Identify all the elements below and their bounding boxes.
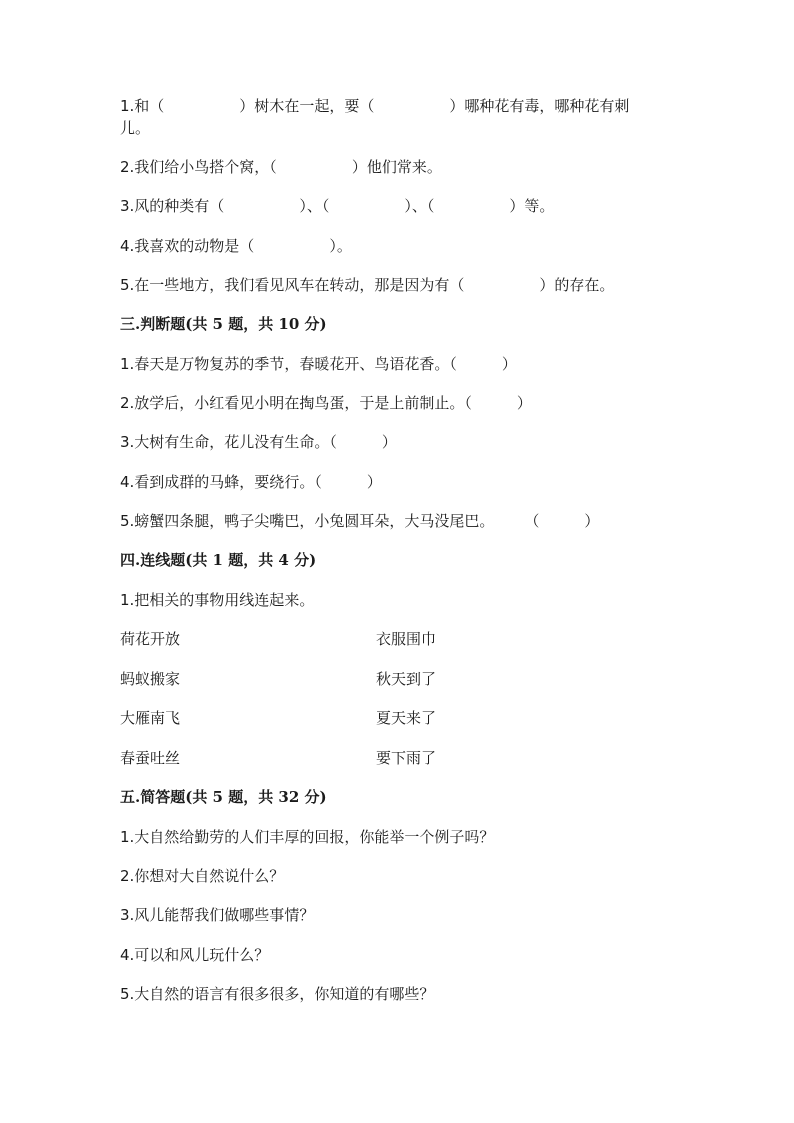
match-instruction: 1.把相关的事物用线连起来。 <box>120 591 315 609</box>
match-right-item: 秋天到了 <box>376 670 437 688</box>
match-left-item: 大雁南飞 <box>120 709 181 727</box>
short-answer-question: 3.风儿能帮我们做哪些事情？ <box>120 906 315 924</box>
fill-question-1-line2: 儿。 <box>120 119 151 137</box>
short-answer-question: 2.你想对大自然说什么？ <box>120 867 285 885</box>
judge-question: 3.大树有生命，花儿没有生命。（ ） <box>120 433 397 451</box>
match-left-item: 春蚕吐丝 <box>120 749 181 767</box>
match-right-item: 夏天来了 <box>376 709 437 727</box>
fill-question-3: 3.风的种类有（ ）、（ ）、（ ）等。 <box>120 197 555 215</box>
fill-question-4: 4.我喜欢的动物是（ ）。 <box>120 237 352 255</box>
section-heading-match: 四.连线题(共 1 题，共 4 分) <box>120 551 317 569</box>
judge-question: 5.螃蟹四条腿，鸭子尖嘴巴，小兔圆耳朵，大马没尾巴。 （ ） <box>120 512 600 530</box>
match-right-item: 衣服围巾 <box>376 630 437 648</box>
match-right-item: 要下雨了 <box>376 749 437 767</box>
short-answer-question: 1.大自然给勤劳的人们丰厚的回报，你能举一个例子吗？ <box>120 828 495 846</box>
match-left-item: 蚂蚁搬家 <box>120 670 181 688</box>
judge-question: 2.放学后，小红看见小明在掏鸟蛋，于是上前制止。（ ） <box>120 394 532 412</box>
judge-question: 1.春天是万物复苏的季节，春暖花开、鸟语花香。（ ） <box>120 355 517 373</box>
fill-question-5: 5.在一些地方，我们看见风车在转动，那是因为有（ ）的存在。 <box>120 276 615 294</box>
section-heading-judge: 三.判断题(共 5 题，共 10 分) <box>120 315 327 333</box>
section-heading-short-answer: 五.简答题(共 5 题，共 32 分) <box>120 788 327 806</box>
short-answer-question: 4.可以和风儿玩什么？ <box>120 946 270 964</box>
fill-question-1-line1: 1.和（ ）树木在一起，要（ ）哪种花有毒，哪种花有刺 <box>120 97 630 115</box>
judge-question: 4.看到成群的马蜂，要绕行。（ ） <box>120 473 382 491</box>
short-answer-question: 5.大自然的语言有很多很多，你知道的有哪些？ <box>120 985 435 1003</box>
match-left-item: 荷花开放 <box>120 630 181 648</box>
fill-question-2: 2.我们给小鸟搭个窝，（ ）他们常来。 <box>120 158 442 176</box>
